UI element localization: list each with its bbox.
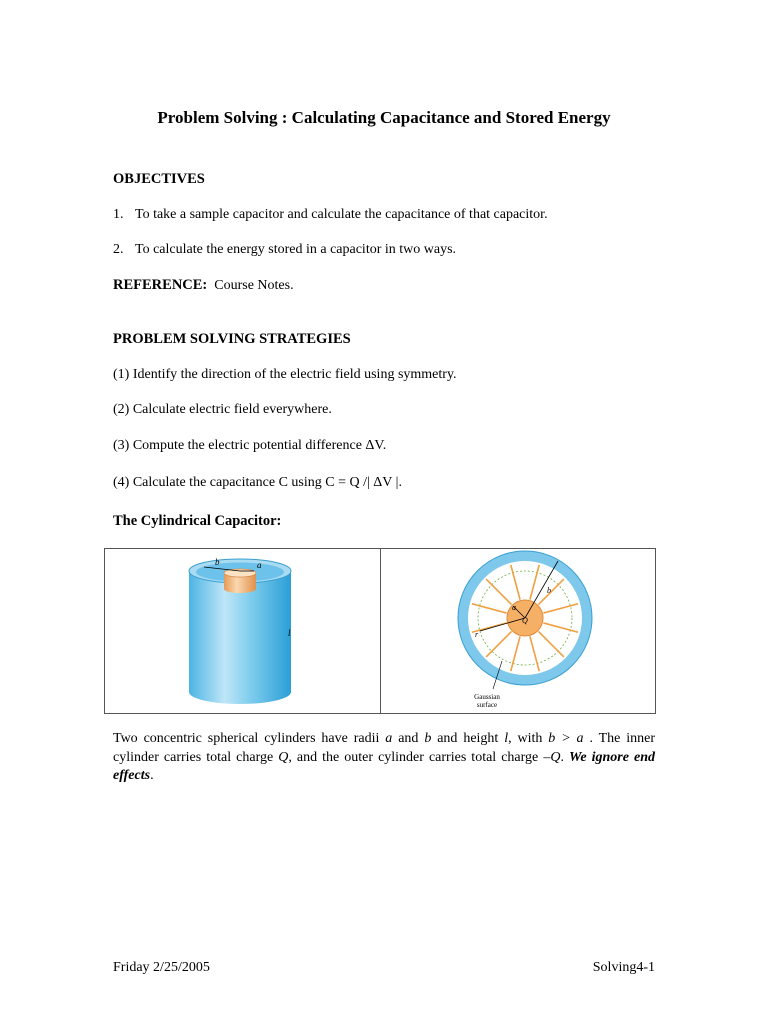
label-a-2: a <box>512 603 516 612</box>
strategy-item-1: (1) Identify the direction of the electric field using symmetry. <box>113 367 457 382</box>
label-b: b <box>215 557 220 567</box>
label-r: r <box>475 630 479 639</box>
cross-section-figure <box>381 549 655 713</box>
cylinder-3d-figure <box>105 549 380 713</box>
reference-label: REFERENCE: <box>113 277 208 293</box>
objective-number-2: 2. <box>113 242 124 257</box>
footer-date: Friday 2/25/2005 <box>113 960 210 975</box>
objectives-heading: OBJECTIVES <box>113 171 205 187</box>
description-paragraph: Two concentric spherical cylinders have radii a and b and height l, with b > a . The inner cylinder carries total charge Q, and the outer cylinder carries total charge –Q. We ignore end effects. <box>113 731 656 783</box>
footer-page-number: Solving4-1 <box>592 960 655 975</box>
reference-text: Course Notes. <box>214 278 294 293</box>
strategy-item-3: (3) Compute the electric potential difference ΔV. <box>113 438 387 453</box>
label-l: l <box>288 628 291 638</box>
label-gaussian-2: surface <box>476 701 498 709</box>
strategy-item-2: (2) Calculate electric field everywhere. <box>113 402 332 417</box>
objective-item-2 <box>113 242 456 258</box>
section-heading: The Cylindrical Capacitor: <box>113 513 282 529</box>
label-a: a <box>257 560 262 570</box>
strategy-item-4: (4) Calculate the capacitance C using C = Q /| ΔV |. <box>113 475 402 490</box>
label-b-2: b <box>547 586 551 595</box>
objective-text-2: To calculate the energy stored in a capacitor in two ways. <box>135 242 457 257</box>
objective-text-1: To take a sample capacitor and calculate the capacitance of that capacitor. <box>135 207 548 222</box>
reference-line <box>113 277 294 294</box>
objective-number-1: 1. <box>113 207 124 222</box>
label-gaussian-1: Gaussian <box>474 693 500 701</box>
page-title: Problem Solving : Calculating Capacitance and Stored Energy <box>157 108 611 127</box>
strategies-heading: PROBLEM SOLVING STRATEGIES <box>113 331 351 347</box>
objective-item-1 <box>113 207 548 223</box>
inner-cylinder-top <box>224 569 256 577</box>
label-q: Q <box>522 616 528 625</box>
